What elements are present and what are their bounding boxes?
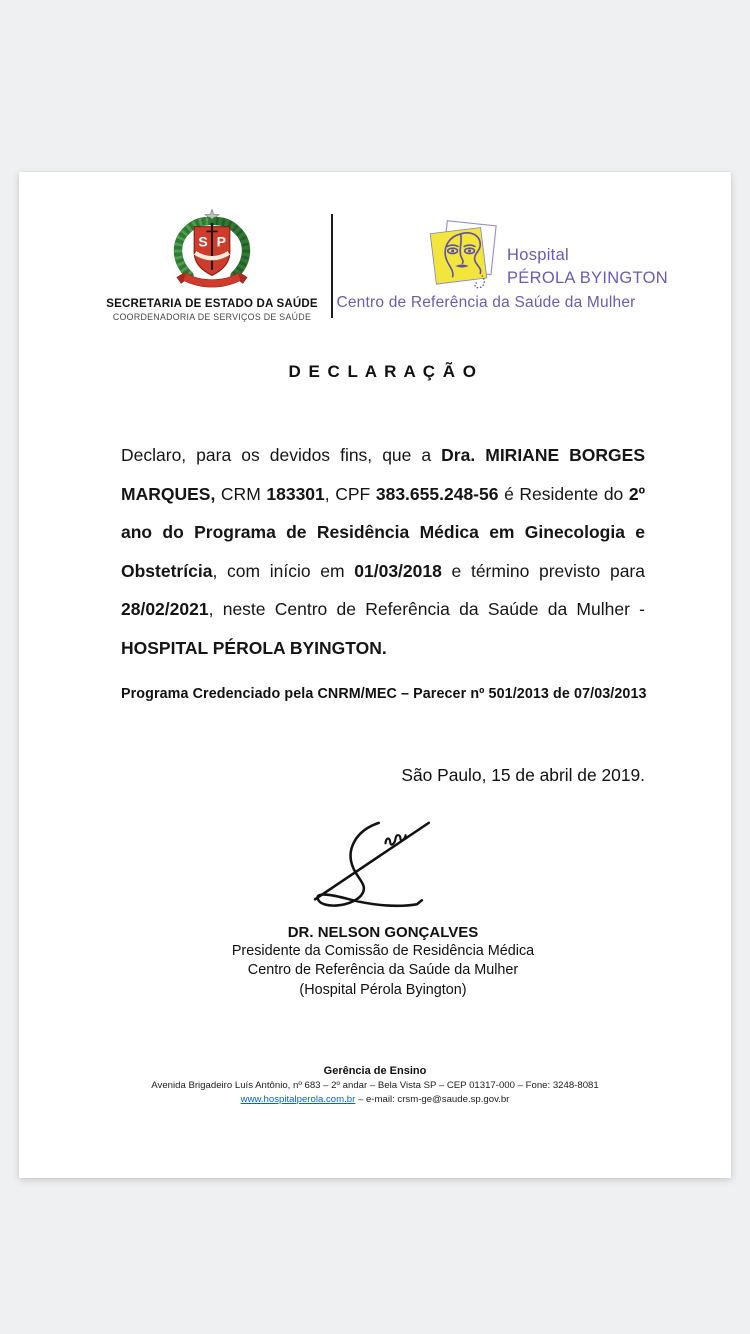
- date-line: São Paulo, 15 de abril de 2019.: [401, 765, 645, 785]
- signer-role-3: (Hospital Pérola Byington): [299, 981, 467, 998]
- signature-icon: [297, 817, 437, 915]
- hospital-caption: Centro de Referência da Saúde da Mulher: [336, 294, 636, 311]
- hospital-logo-icon: [425, 218, 507, 298]
- signer-role-1: Presidente da Comissão de Residência Médica: [231, 943, 535, 960]
- hospital-name-line2: PÉROLA BYINGTON: [507, 268, 668, 287]
- secretaria-title: SECRETARIA DE ESTADO DA SAÚDE: [106, 298, 318, 310]
- declaration-paragraph: Declaro, para os devidos fins, que a Dra. MIRIANE BORGES MARQUES, CRM 183301, CPF 383.655.248-56 é Residente do 2º ano do Programa de Residência Médica em Ginecologia e Obstetrícia, com início em 01/03/2018 e término previsto para 28/02/2021, neste Centro de Referência da Saúde da Mulher - HOSPITAL PÉROLA BYINGTON.: [121, 445, 646, 658]
- document-page: [19, 172, 731, 1178]
- footer-dept: Gerência de Ensino: [323, 1065, 427, 1077]
- signer-block: [121, 923, 645, 1000]
- document-footer: [75, 1065, 675, 1106]
- sp-coat-of-arms-icon: [160, 208, 264, 296]
- website-link[interactable]: www.hospitalperola.com.br: [240, 1093, 356, 1105]
- svg-text:P: P: [216, 233, 227, 250]
- hospital-name-line1: Hospital: [507, 246, 570, 264]
- secretaria-header-block: [51, 208, 373, 322]
- hospital-name: [507, 244, 697, 289]
- accreditation-line: Programa Credenciado pela CNRM/MEC – Parecer nº 501/2013 de 07/03/2013: [121, 686, 647, 702]
- signer-role-2: Centro de Referência da Saúde da Mulher: [247, 962, 519, 979]
- footer-contact: [75, 1093, 675, 1106]
- svg-text:S: S: [198, 233, 208, 250]
- email-text: – e-mail: crsm-ge@saude.sp.gov.br: [355, 1093, 510, 1105]
- document-title: D E C L A R A Ç Ã O: [288, 362, 478, 381]
- signer-name: DR. NELSON GONÇALVES: [287, 924, 479, 941]
- footer-address: Avenida Brigadeiro Luís Antônio, nº 683 – 2º andar – Bela Vista SP – CEP 01317-000 – Fone: 3248-8081: [151, 1080, 599, 1092]
- secretaria-subtitle: COORDENADORIA DE SERVIÇOS DE SAÚDE: [112, 312, 312, 322]
